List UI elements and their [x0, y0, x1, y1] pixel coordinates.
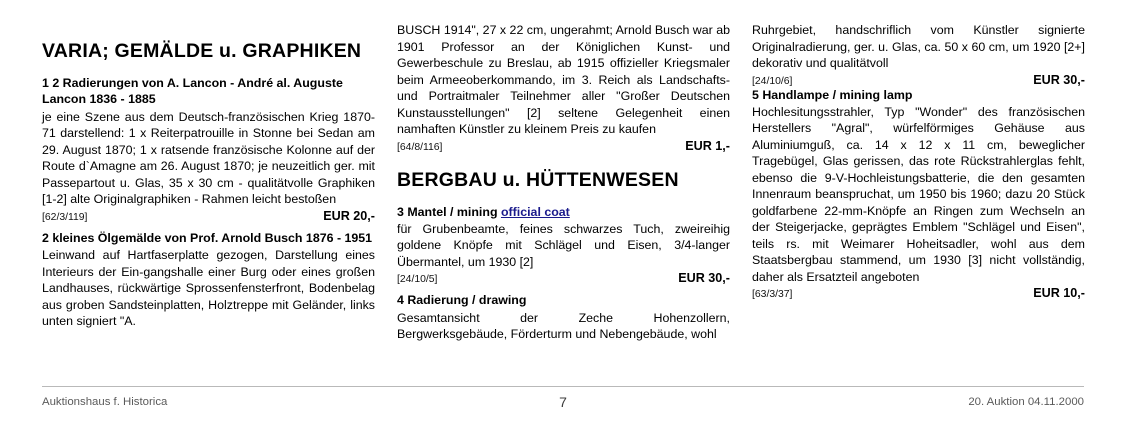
column-1 [42, 22, 375, 374]
lot-description-continued: Ruhrgebiet, handschriflich vom Künstler signierte Originalradierung, ger. u. Glas, ca. 50 x 60 cm, um 1920 [2+] dekorativ und qualitätvoll [752, 23, 1085, 70]
page-footer [42, 394, 1084, 410]
footer-divider [42, 386, 1084, 387]
section-title-varia: VARIA; GEMÄLDE u. GRAPHIKEN [42, 40, 362, 62]
lot-entry-3 [397, 204, 730, 286]
lot-description: Leinwand auf Hartfaserplatte gezogen, Darstellung eines Interieurs der Ein-gangshalle einer Burg oder eines großen Landhauses, rückwärtige Sprossenfensterfront, Bodenbelag aus groben Sandsteinplatten, Holztreppe mit Geländer, links unten signiert "A. [42, 248, 375, 329]
lot-footer [42, 209, 375, 223]
lot-reference: [24/10/6] [752, 75, 793, 87]
lot-footer [752, 73, 1085, 87]
lot-footer [397, 271, 730, 285]
lot-description-continued: BUSCH 1914", 27 x 22 cm, ungerahmt; Arnold Busch war ab 1901 Professor an der Königlichen Kunst- und Gewerbeschule zu Breslau, ab 1915 offizieller Kriegsmaler beim Armeeoberkommando, im 3. Reich als Landschafts- und Portraitmaler Teilnehmer aller "Großer Deutschen Kunstausstellungen" [2] seltene Gelegenheit einen namhaften Künstler zu kleinem Preis zu kaufen [397, 23, 730, 136]
lot-description: je eine Szene aus dem Deutsch-französischen Krieg 1870-71 darstellend: 1 x Reiterpatrouille in Stonne bei Sedan am 29. August 1870; 1 x ratsende französische Kolonne auf der Route d`Amagne am 26. August 1870; je neuzeitlich ger. mit Passepartout u. Glas, 35 x 30 cm - qualitätvolle Graphiken [1-2] alte Originalgraphiken - Rahmen leicht bestoßen [42, 109, 375, 207]
lot-title: 5 Handlampe / mining lamp [752, 87, 913, 102]
lot-title-link[interactable]: official coat [500, 204, 570, 219]
lot-description: Gesamtansicht der Zeche Hohenzollern, Bergwerksgebäude, Förderturm und Nebengebäude, wohl [397, 310, 730, 342]
lot-entry-1 [42, 75, 375, 223]
lot-footer [397, 139, 730, 153]
lot-entry-5 [752, 87, 1085, 301]
lot-price: EUR 20,- [323, 208, 375, 223]
lot-title: 1 2 Radierungen von A. Lancon - André al. Auguste Lancon 1836 - 1885 [42, 76, 343, 107]
lot-price: EUR 30,- [678, 271, 730, 286]
lot-entry-2 [42, 230, 375, 330]
section-title-bergbau: BERGBAU u. HÜTTENWESEN [397, 168, 679, 191]
lot-reference: [24/10/5] [397, 274, 438, 286]
lot-footer [752, 286, 1085, 300]
lot-price: EUR 1,- [685, 138, 730, 153]
column-2 [397, 22, 730, 374]
lot-reference: [62/3/119] [42, 211, 88, 223]
lot-description: für Grubenbeamte, feines schwarzes Tuch, zweireihig goldene Knöpfe mit Schlägel und Eisen, 3/4-langer Übermantel, um 1930 [2] [397, 221, 730, 269]
column-3 [752, 22, 1085, 374]
column-container [42, 22, 1084, 374]
footer-publisher: Auktionshaus f. Historica [42, 396, 168, 408]
footer-auction-info: 20. Auktion 04.11.2000 [968, 396, 1085, 408]
lot-price: EUR 10,- [1033, 286, 1085, 301]
lot-title: 4 Radierung / drawing [397, 293, 527, 308]
lot-price: EUR 30,- [1033, 72, 1085, 87]
lot-description: Hochlesitungsstrahler, Typ "Wonder" des französischen Herstellers "Agral", würfelförmiges Gehäuse aus Aluminiumguß, ca. 14 x 12 x 11 cm, beweglicher Tragebügel, Glas gerissen, das rote Rückstrahlerglas fehlt, ebenso die 9-V-Hochleistungsbatterie, die den gesamten Innenraum beanspruchat, um 1950 bis 1960; dazu 20 Stück goldfarbene 22-mm-Knöpfe an Ringen zum Wechseln an der Steigerjacke, geprägtes Emblem "Schlägel und Eisen", teils rs. mit Weimarer Hoheitsadler, wohl aus dem Staatsbergbau stammend, um 1930 [3] nicht vollständig, daher als Ersatzteil angeboten [752, 104, 1085, 284]
page-number: 7 [559, 394, 567, 410]
lot-reference: [64/8/116] [397, 141, 443, 153]
lot-title: 2 kleines Ölgemälde von Prof. Arnold Busch 1876 - 1951 [42, 230, 373, 245]
lot-reference: [63/3/37] [752, 289, 793, 301]
lot-title [397, 204, 730, 220]
lot-entry-4 [397, 292, 730, 342]
lot-title-text: 3 Mantel / mining [397, 204, 501, 219]
